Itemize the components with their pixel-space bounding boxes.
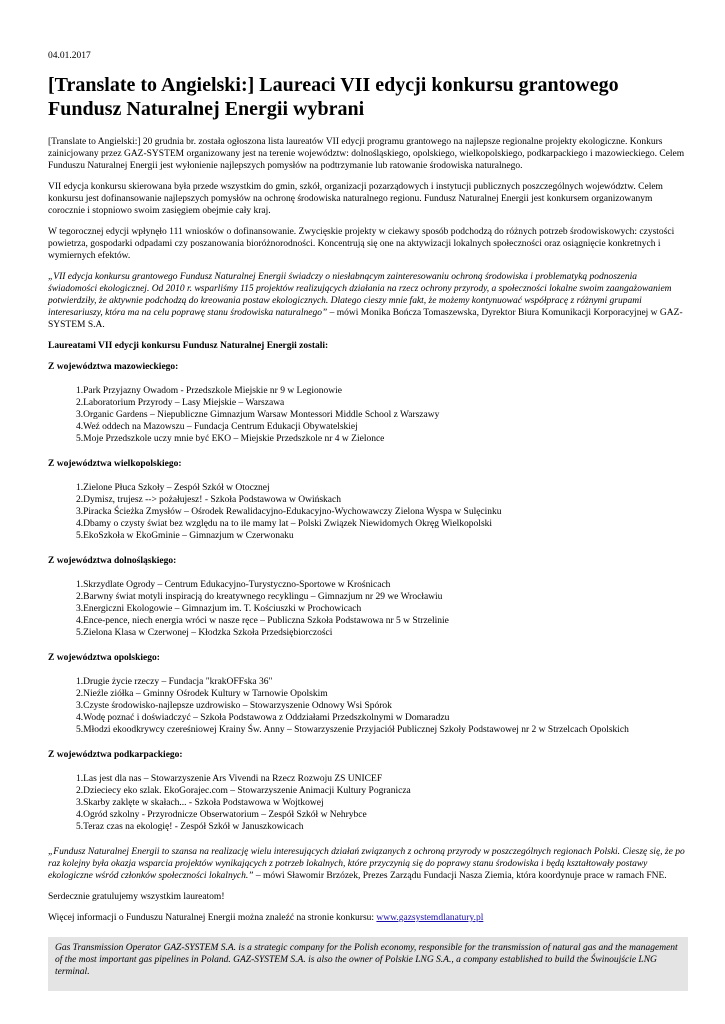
region-heading: Z województwa wielkopolskiego: <box>48 459 182 469</box>
body-paragraph: VII edycja konkursu skierowana była przede wszystkim do gmin, szkół, organizacji pozarządowych i instytucji publicznych poszczególnych województw. Celem konkursu jest dofinansowanie najlepszych pomysłów na ochronę środowiska naturalnego regionu. Fundusz Naturalnej Energii jest konkursem organizowanym corocznie i stopniowo swoim zasięgiem obejmie cały kraj. <box>48 182 663 216</box>
publication-date: 04.01.2017 <box>48 51 91 61</box>
laureate-item: 5.Zielona Klasa w Czerwonej – Kłodzka Szkoła Przedsiębiorczości <box>76 628 333 638</box>
region-heading: Z województwa podkarpackiego: <box>48 750 183 760</box>
laureate-item: 5.Moje Przedszkole uczy mnie być EKO – Miejskie Przedszkole nr 4 w Zielonce <box>76 434 385 444</box>
quote-text: „Fundusz Naturalnej Energii to szansa na realizację wielu interesujących działań związanych z ochroną przyrody w poszczególnych regionach Polski. Cieszę się, że po raz kolejny była okazja wsparcia projektów wynikających z potrzeb lokalnych, które przyczynią się do poprawy stanu środowiska i będą kształtowały postawy ekologiczne wśród członków społeczności lokalnych.” <box>48 847 685 881</box>
laureate-item: 4.Wodę poznać i doświadczyć – Szkoła Podstawowa z Oddziałami Przedszkolnymi w Domaradzu <box>76 713 450 723</box>
region-section-mazowieckie <box>48 361 688 445</box>
laureate-item: 4.Ogród szkolny - Przyrodnicze Obserwatorium – Zespół Szkół w Nehrybce <box>76 810 367 820</box>
laureate-item: 3.Piracka Ścieżka Zmysłów – Ośrodek Rewalidacyjno-Edukacyjno-Wychowawczy Zielona Wyspa w Sulęcinku <box>76 507 502 517</box>
laureate-item: 2.Dymisz, trujesz --> pożałujesz! - Szkoła Podstawowa w Owińskach <box>76 495 341 505</box>
quote-attribution: – mówi Sławomir Brzózek, Prezes Zarządu Fundacji Nasza Ziemia, która koordynuje prace w ramach FNE. <box>253 871 667 881</box>
laureate-item: 2.Nieźle ziółka – Gminny Ośrodek Kultury w Tarnowie Opolskim <box>76 689 328 699</box>
laureate-item: 1.Las jest dla nas – Stowarzyszenie Ars Vivendi na Rzecz Rozwoju ZS UNICEF <box>76 774 383 784</box>
intro-paragraph: [Translate to Angielski:] 20 grudnia br. została ogłoszona lista laureatów VII edycji programu grantowego na najlepsze regionalne projekty ekologiczne. Konkurs zainicjowany przez GAZ-SYSTEM organizowany jest na terenie województw: dolnośląskiego, opolskiego, wielkopolskiego, podkarpackiego i mazowieckiego. Celem Funduszu Naturalnej Energii jest wyłonienie najlepszych pomysłów na podtrzymanie lub ratowanie środowiska naturalnego. <box>48 137 685 171</box>
more-info-text <box>48 912 688 924</box>
laureate-item: 5.Młodzi ekoodkrywcy czereśniowej Krainy Św. Anny – Stowarzyszenie Przyjaciół Publicznej Szkoły Podstawowej nr 2 w Strzelcach Opolskich <box>76 725 629 735</box>
laureate-list <box>76 482 688 542</box>
quote-text: „VII edycja konkursu grantowego Fundusz Naturalnej Energii świadczy o niesłabnącym zainteresowaniu ochroną środowiska i problematyką podnoszenia świadomości ekologicznej. Od 2010 r. wsparliśmy 115 projektów realizujących działania na rzecz ochrony przyrody, a społeczności lokalne swoim zaangażowaniem potwierdziły, że aktywnie podchodzą do kreowania postaw ekologicznych. Dlatego cieszy mnie fakt, że możemy kontynuować współpracę z różnymi grupami interesariuszy, która ma na celu poprawę stanu środowiska naturalnego” <box>48 272 672 318</box>
laureate-item: 1.Park Przyjazny Owadom - Przedszkole Miejskie nr 9 w Legionowie <box>76 386 342 396</box>
laureate-item: 2.Barwny świat motyli inspiracją do kreatywnego recyklingu – Gimnazjum nr 29 we Wrocławiu <box>76 592 443 602</box>
region-section-dolnoslaskie <box>48 555 688 639</box>
laureate-item: 1.Skrzydlate Ogrody – Centrum Edukacyjno-Turystyczno-Sportowe w Krośnicach <box>76 580 391 590</box>
laureate-item: 3.Organic Gardens – Niepubliczne Gimnazjum Warsaw Montessori Middle School z Warszawy <box>76 410 440 420</box>
laureate-list <box>76 385 688 445</box>
company-footer-note: Gas Transmission Operator GAZ-SYSTEM S.A. is a strategic company for the Polish economy, responsible for the transmission of natural gas and the management of the most important gas pipelines in Poland. GAZ-SYSTEM S.A. is also the owner of Polskie LNG S.A., a company established to build the Świnoujście LNG terminal. <box>48 937 688 991</box>
region-section-opolskie <box>48 652 688 736</box>
laureate-item: 2.Laboratorium Przyrody – Lasy Miejskie – Warszawa <box>76 398 285 408</box>
laureate-item: 3.Energiczni Ekologowie – Gimnazjum im. T. Kościuszki w Prochowicach <box>76 604 362 614</box>
region-section-podkarpackie <box>48 749 688 833</box>
more-info-label: Więcej informacji o Funduszu Naturalnej Energii można znaleźć na stronie konkursu: <box>48 913 377 923</box>
region-heading: Z województwa mazowieckiego: <box>48 362 179 372</box>
region-section-wielkopolskie <box>48 458 688 542</box>
body-paragraph: W tegorocznej edycji wpłynęło 111 wniosków o dofinansowanie. Zwycięskie projekty w ciekawy sposób podchodzą do różnych potrzeb środowiskowych: czystości powietrza, gospodarki odpadami czy poszanowania bioróżnorodności. Koncentrują się one na aktywizacji lokalnych społeczności oraz osiągnięcie konkretnych i wymiernych efektów. <box>48 227 675 261</box>
laureate-item: 4.Weź oddech na Mazowszu – Fundacja Centrum Edukacji Obywatelskiej <box>76 422 358 432</box>
contest-website-link[interactable]: www.gazsystemdlanatury.pl <box>376 913 484 923</box>
director-quote <box>48 271 688 331</box>
article-title: [Translate to Angielski:] Laureaci VII edycji konkursu grantowego Fundusz Naturalnej Energii wybrani <box>48 74 619 120</box>
region-heading: Z województwa dolnośląskiego: <box>48 556 177 566</box>
region-heading: Z województwa opolskiego: <box>48 653 160 663</box>
president-quote <box>48 846 688 882</box>
laureate-item: 1.Zielone Płuca Szkoły – Zespół Szkół w Otocznej <box>76 483 270 493</box>
laureate-item: 3.Czyste środowisko-najlepsze uzdrowisko – Stowarzyszenie Odnowy Wsi Spórok <box>76 701 392 711</box>
laureate-item: 1.Drugie życie rzeczy – Fundacja "krakOFFska 36" <box>76 677 273 687</box>
laureate-item: 3.Skarby zaklęte w skałach... - Szkoła Podstawowa w Wojtkowej <box>76 798 324 808</box>
laureate-item: 5.EkoSzkoła w EkoGminie – Gimnazjum w Czerwonaku <box>76 531 294 541</box>
laureates-heading: Laureatami VII edycji konkursu Fundusz Naturalnej Energii zostali: <box>48 341 329 351</box>
quote-attribution: – mówi Monika Bończa Tomaszewska, Dyrektor Biura Komunikacji Korporacyjnej w GAZ-SYSTEM S.A. <box>48 308 683 330</box>
laureate-list <box>76 579 688 639</box>
laureate-item: 2.Dzieciecy eko szlak. EkoGorajec.com – Stowarzyszenie Animacji Kultury Pogranicza <box>76 786 411 796</box>
article-body <box>48 136 688 933</box>
laureate-item: 4.Dbamy o czysty świat bez względu na to ile mamy lat – Polski Związek Niewidomych Okręg Wielkopolski <box>76 519 493 529</box>
laureate-item: 4.Ence-pence, niech energia wróci w nasze ręce – Publiczna Szkoła Podstawowa nr 5 w Strzelinie <box>76 616 449 626</box>
laureate-list <box>76 676 688 736</box>
congratulations-text: Serdecznie gratulujemy wszystkim laureatom! <box>48 892 225 902</box>
laureate-list <box>76 773 688 833</box>
laureate-item: 5.Teraz czas na ekologię! - Zespół Szkół w Januszkowicach <box>76 822 304 832</box>
